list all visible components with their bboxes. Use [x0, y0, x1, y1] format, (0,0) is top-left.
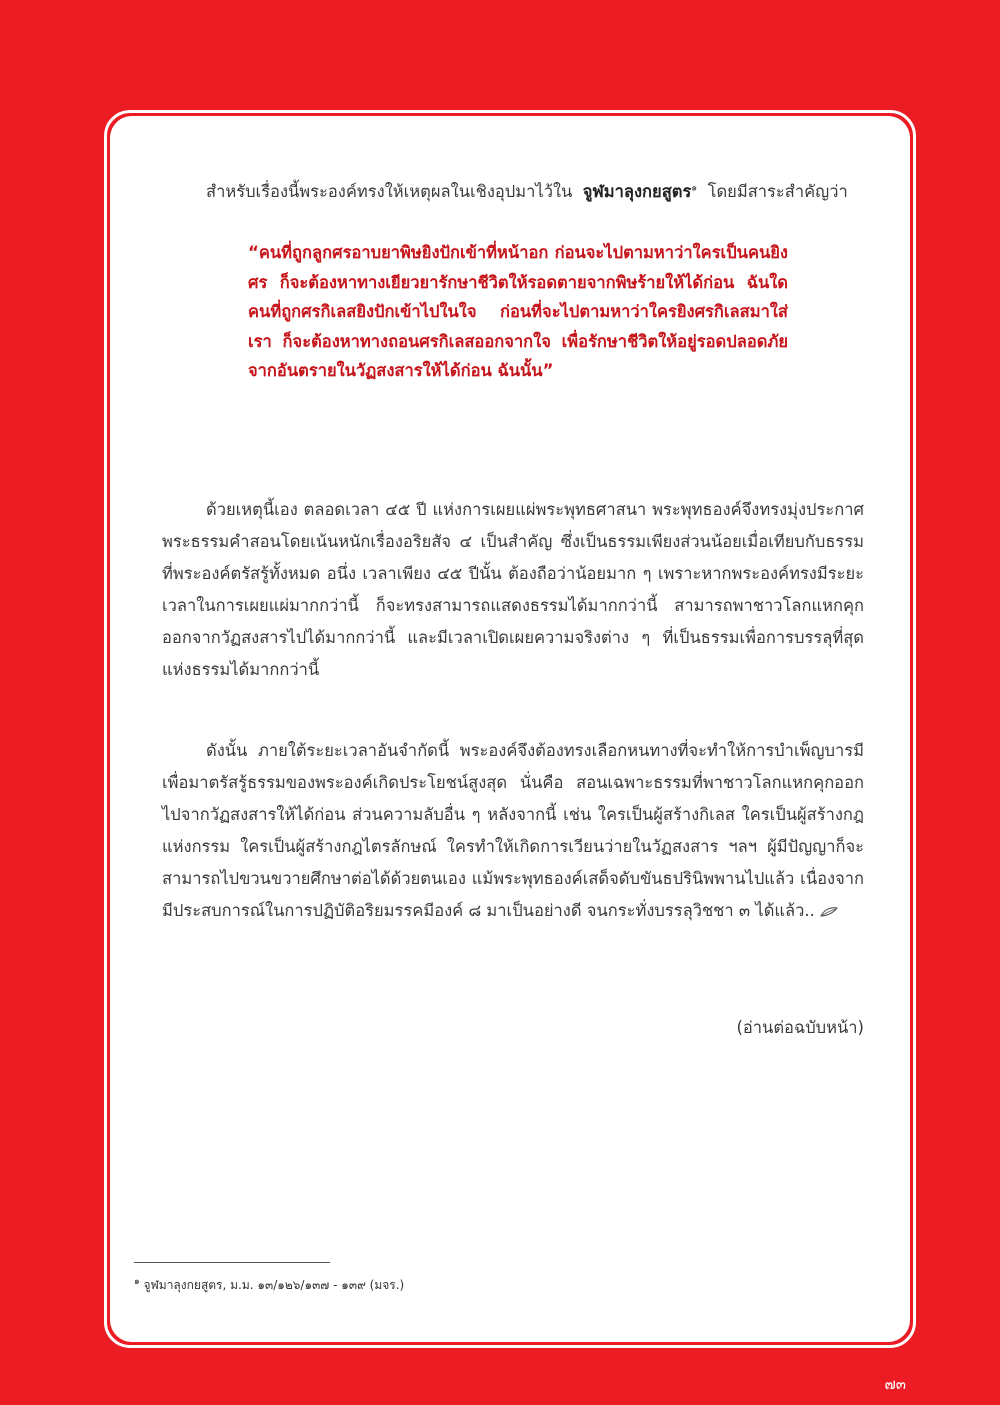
quote-block: “คนที่ถูกลูกศรอาบยาพิษยิงปักเข้าที่หน้าอก ก่อนจะไปตามหาว่าใครเป็นคนยิงศร ก็จะต้องหาทางเยียวยารักษาชีวิตให้รอดตายจากพิษร้ายให้ได้ก่อน ฉันใด คนที่ถูกศรกิเลสยิงปักเข้าไปในใจ ก่อนที่จะไปตามหาว่าใครยิงศรกิเลสมาใส่เรา ก็จะต้องหาทางถอนศรกิเลสออกจากใจ เพื่อรักษาชีวิตให้อยู่รอดปลอดภัยจากอันตรายในวัฏสงสารให้ได้ก่อน ฉันนั้น” — [248, 243, 788, 380]
intro-lead: สำหรับเรื่องนี้พระองค์ทรงให้เหตุผลในเชิงอุปมาไว้ใน — [206, 182, 573, 201]
footnote-marker: ๑ — [134, 1277, 140, 1287]
footnote — [134, 1276, 404, 1294]
body-paragraph-3 — [162, 735, 864, 927]
intro-paragraph — [162, 176, 864, 208]
footnote-text: จูฬมาลุงกยสูตร, ม.ม. ๑๓/๑๒๖/๑๓๗ - ๑๓๙ (มจร.) — [143, 1278, 405, 1292]
intro-tail: โดยมีสาระสำคัญว่า — [707, 182, 848, 201]
paragraph-3-text: ดังนั้น ภายใต้ระยะเวลาอันจำกัดนี้ พระองค์จึงต้องทรงเลือกหนทางที่จะทำให้การบำเพ็ญบารมีเพื่อมาตรัสรู้ธรรมของพระองค์เกิดประโยชน์สูงสุด นั่นคือ สอนเฉพาะธรรมที่พาชาวโลกแหกคุกออกไปจากวัฏสงสารให้ได้ก่อน ส่วนความลับอื่น ๆ หลังจากนี้ เช่น ใครเป็นผู้สร้างกิเลส ใครเป็นผู้สร้างกฎแห่งกรรม ใครเป็นผู้สร้างกฎไตรลักษณ์ ใครทำให้เกิดการเวียนว่ายในวัฏสงสาร ฯลฯ ผู้มีปัญญาก็จะสามารถไปขวนขวายศึกษาต่อได้ด้วยตนเอง แม้พระพุทธองค์เสด็จดับขันธปรินิพพานไปแล้ว เนื่องจากมีประสบการณ์ในการปฏิบัติอริยมรรคมีองค์ ๘ มาเป็นอย่างดี จนกระทั่งบรรลุวิชชา ๓ ได้แล้ว.. — [162, 741, 864, 920]
continued-next-issue: (อ่านต่อฉบับหน้า) — [736, 1018, 864, 1037]
sutta-name: จูฬมาลุงกยสูตร — [582, 182, 692, 201]
footnote-ref[interactable]: ๑ — [691, 183, 698, 194]
page-number: ๗๓ — [884, 1375, 906, 1393]
body-paragraph-2: ด้วยเหตุนี้เอง ตลอดเวลา ๔๕ ปี แห่งการเผยแผ่พระพุทธศาสนา พระพุทธองค์จึงทรงมุ่งประกาศพระธรรมคำสอนโดยเน้นหนักเรื่องอริยสัจ ๔ เป็นสำคัญ ซึ่งเป็นธรรมเพียงส่วนน้อยเมื่อเทียบกับธรรมที่พระองค์ตรัสรู้ทั้งหมด อนึ่ง เวลาเพียง ๔๕ ปีนั้น ต้องถือว่าน้อยมาก ๆ เพราะหากพระองค์ทรงมีระยะเวลาในการเผยแผ่มากกว่านี้ ก็จะทรงสามารถแสดงธรรมได้มากกว่านี้ สามารถพาชาวโลกแหกคุกออกจากวัฏสงสารไปได้มากกว่านี้ และมีเวลาเปิดเผยความจริงต่าง ๆ ที่เป็นธรรมเพื่อการบรรลุที่สุดแห่งธรรมได้มากกว่านี้ — [162, 500, 864, 679]
footnote-divider — [134, 1262, 330, 1263]
leaf-ornament-icon — [819, 906, 839, 918]
